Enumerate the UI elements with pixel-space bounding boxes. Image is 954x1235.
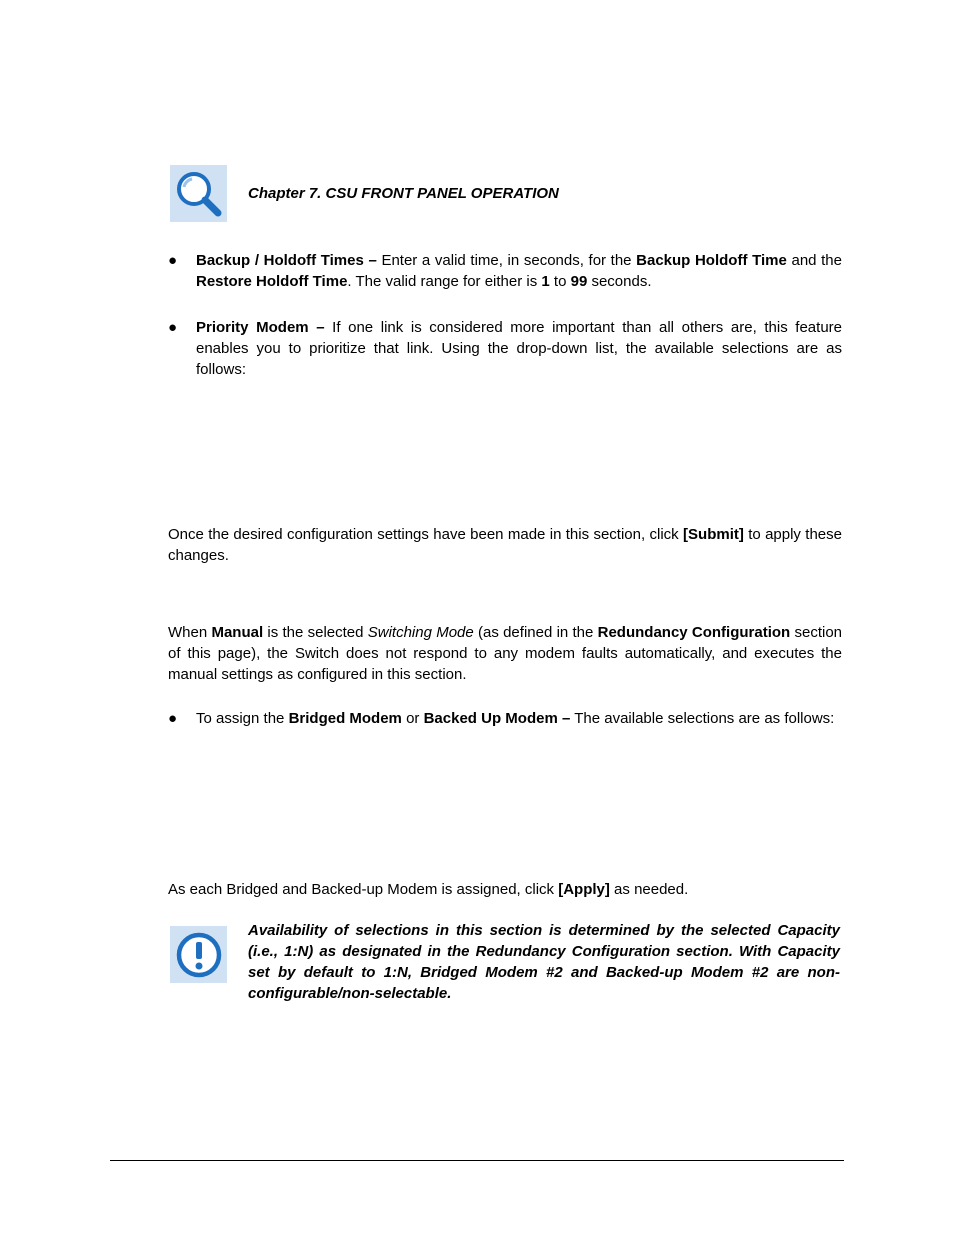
bullet-backup-holdoff [168, 250, 842, 292]
bullet-priority-modem [168, 317, 842, 380]
text-run: or [401, 710, 424, 727]
text-run: section of this page), the Switch does not respond to any modem faults automatically, and executes the manual settings as configured in this section. [168, 624, 843, 683]
text-run: If one link is considered more important than all others are, this feature enables you to prioritize that link. Using the drop-down list, the available selections are as follows: [196, 319, 842, 378]
submit-paragraph [168, 524, 842, 566]
text-run: as needed. [609, 881, 689, 898]
text-run: Enter a valid time, in seconds, for the [376, 252, 637, 269]
text-bold: Manual [211, 624, 264, 641]
bullet-icon: ● [168, 319, 178, 336]
text-bold: [Apply] [558, 881, 610, 898]
bullet-text [196, 317, 842, 380]
text-run: to apply these changes. [168, 526, 842, 564]
text-run: and the [786, 252, 842, 269]
text-run: is the selected [263, 624, 368, 641]
bullet-icon: ● [168, 710, 178, 727]
magnifier-icon [170, 165, 227, 222]
text-run: . The valid range for either is [347, 273, 542, 290]
bullet-text [196, 708, 842, 729]
text-run: seconds. [587, 273, 652, 290]
text-bold: 99 [570, 273, 588, 290]
footer-divider [110, 1160, 844, 1161]
apply-paragraph [168, 879, 842, 900]
bullet-assign-modem [168, 708, 842, 729]
text-run: To assign the [196, 710, 289, 727]
text-run: (as defined in the [473, 624, 598, 641]
bullet-label: Backup / Holdoff Times – [196, 252, 377, 269]
text-bold: Backed Up Modem – [423, 710, 571, 727]
note-text: Availability of selections in this section is determined by the selected Capacity (i.e., 1:N) as designated in the Redundancy Configuration section. With Capacity set by default to 1:N, Bridged Modem #2 and Backed-up Modem #2 are non-configurable/non-selectable. [248, 922, 840, 1002]
text-run: As each Bridged and Backed-up Modem is assigned, click [168, 881, 559, 898]
text-run: to [549, 273, 571, 290]
text-bold: [Submit] [683, 526, 744, 543]
bullet-text [196, 250, 842, 292]
text-bold: Backup Holdoff Time [636, 252, 787, 269]
text-bold: Bridged Modem [288, 710, 402, 727]
text-run: When [168, 624, 212, 641]
text-bold: 1 [541, 273, 550, 290]
text-run: The available selections are as follows: [570, 710, 835, 727]
bullet-label: Priority Modem – [196, 319, 325, 336]
text-italic: Switching Mode [367, 624, 474, 641]
text-run: Once the desired configuration settings have been made in this section, click [168, 526, 684, 543]
chapter-reference: Chapter 7. CSU FRONT PANEL OPERATION [248, 185, 559, 202]
text-bold: Redundancy Configuration [597, 624, 791, 641]
exclamation-icon [170, 926, 227, 983]
bullet-icon: ● [168, 252, 178, 269]
manual-mode-paragraph [168, 622, 842, 685]
text-bold: Restore Holdoff Time [196, 273, 348, 290]
